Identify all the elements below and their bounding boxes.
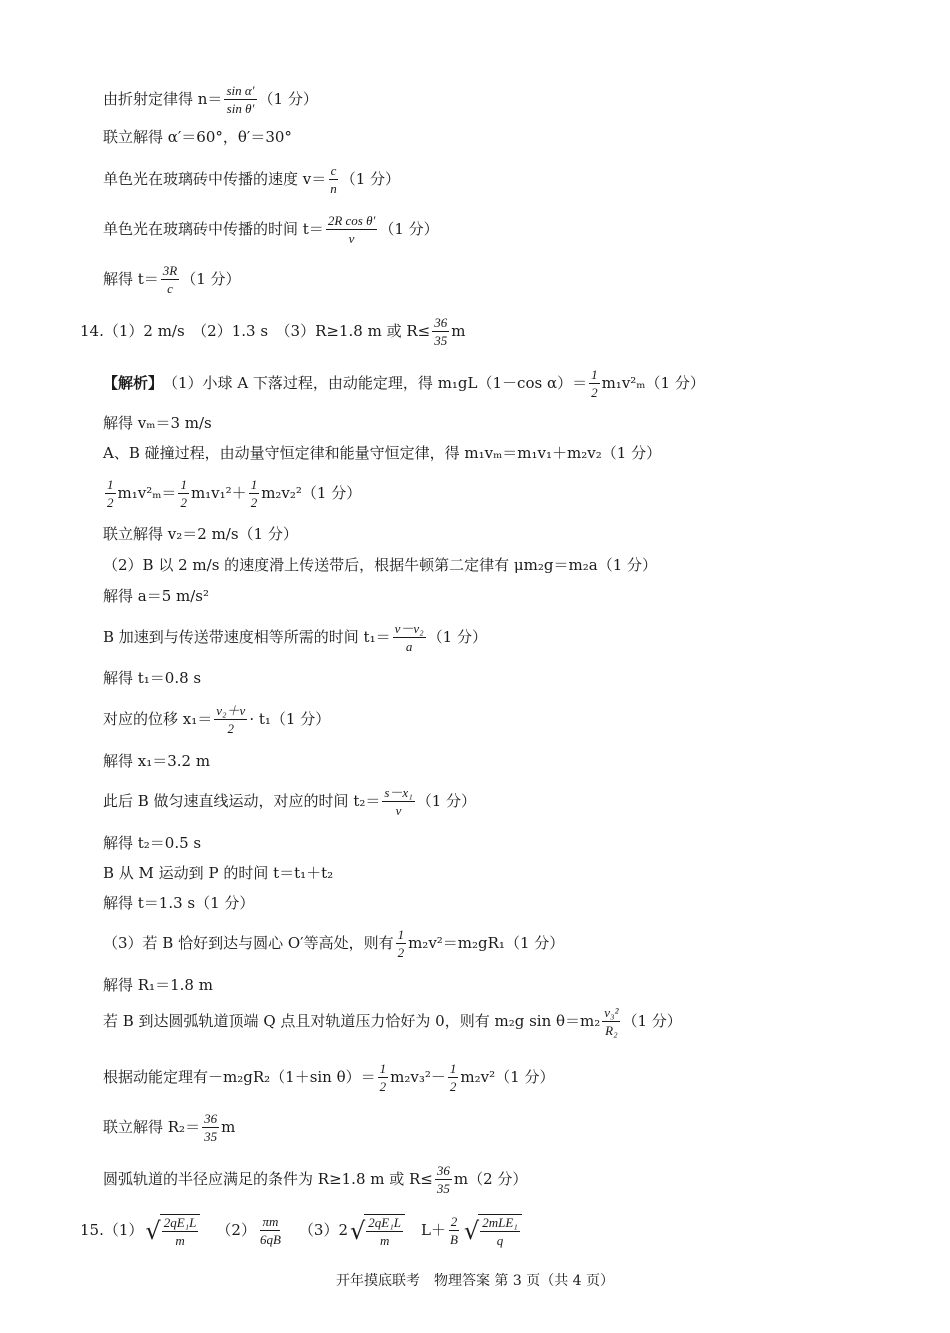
line-text: （1 分） — [258, 90, 318, 108]
line-text: 联立解得 α′＝60°，θ′＝30° — [103, 128, 292, 146]
line-text: 由折射定律得 n＝ — [103, 90, 223, 108]
line-text: （3）2 — [298, 1221, 348, 1239]
denominator: a — [405, 639, 413, 654]
text-line — [103, 130, 292, 145]
numerator: 1 — [107, 477, 114, 492]
radical-sign-icon: √ — [145, 1216, 161, 1245]
line-text: （1 分） — [181, 270, 241, 288]
numerator: 2qE₁L — [368, 1215, 401, 1230]
fraction — [602, 1006, 620, 1037]
line-text: · t₁（1 分） — [249, 710, 331, 728]
fraction — [435, 1164, 452, 1195]
denominator: m — [175, 1233, 185, 1248]
radicand — [160, 1214, 201, 1247]
line-text: m — [451, 322, 466, 340]
line-text: （2） — [216, 1221, 256, 1239]
line-text: 根据动能定理有－m₂gR₂（1＋sin θ）＝ — [103, 1068, 376, 1086]
fraction — [382, 786, 414, 817]
line-text: 14.（1）2 m/s （2）1.3 s （3）R≥1.8 m 或 R≤ — [80, 322, 431, 340]
fraction — [480, 1216, 520, 1247]
formula-line-energy — [103, 478, 361, 509]
line-text: m₂v²＝m₂gR₁（1 分） — [408, 934, 565, 952]
line-text: （3）若 B 恰好到达与圆心 O′等高处，则有 — [103, 934, 394, 952]
radical-sign-icon: √ — [350, 1216, 366, 1245]
denominator: 2 — [591, 385, 598, 400]
line-text: 对应的位移 x₁＝ — [103, 710, 213, 728]
denominator: 2 — [449, 1079, 457, 1094]
formula-line-speed — [103, 164, 400, 195]
line-text: m₁v²ₘ（1 分） — [601, 374, 705, 392]
square-root — [350, 1214, 405, 1247]
line-text: B 加速到与传送带速度相等所需的时间 t₁＝ — [103, 628, 391, 646]
line-text: 圆弧轨道的半径应满足的条件为 R≥1.8 m 或 R≤ — [103, 1170, 433, 1188]
numerator: 2mLE₁ — [482, 1215, 518, 1230]
line-text: （2）B 以 2 m/s 的速度滑上传送带后，根据牛顿第二定律有 μm₂g＝m₂a（1 分） — [103, 556, 658, 574]
line-text: m — [221, 1118, 236, 1136]
line-text: 解得 x₁＝3.2 m — [103, 752, 211, 770]
formula-line-t2 — [103, 786, 476, 817]
line-text: 单色光在玻璃砖中传播的速度 v＝ — [103, 170, 327, 188]
line-text: 解得 vₘ＝3 m/s — [103, 414, 212, 432]
denominator: v — [348, 231, 355, 246]
line-text: m₁v²ₘ＝ — [117, 484, 177, 502]
analysis-line-1 — [103, 368, 705, 399]
numerator: 2 — [450, 1214, 458, 1229]
radicand — [478, 1214, 522, 1247]
denominator: 2 — [227, 721, 235, 736]
fraction — [178, 478, 189, 509]
formula-line-x1 — [103, 704, 330, 735]
line-text: 解得 t＝ — [103, 270, 159, 288]
text-line — [103, 978, 213, 993]
square-root — [464, 1214, 522, 1247]
numerator: 36 — [434, 315, 448, 330]
numerator: 2R cos θ′ — [327, 213, 376, 228]
text-line — [103, 754, 210, 769]
numerator: πm — [262, 1214, 279, 1229]
text-line — [103, 527, 298, 542]
text-line — [103, 866, 333, 881]
line-text: 解得 t＝1.3 s（1 分） — [103, 894, 255, 912]
denominator: 35 — [434, 333, 448, 348]
denominator: 2 — [379, 1079, 387, 1094]
denominator: c — [167, 281, 173, 296]
numerator: 1 — [180, 477, 187, 492]
line-text: 解得 t₁＝0.8 s — [103, 669, 202, 687]
fraction — [378, 1062, 389, 1093]
line-text: 解得 t₂＝0.5 s — [103, 834, 202, 852]
fraction — [432, 316, 449, 347]
fraction — [589, 368, 600, 399]
text-line — [103, 558, 657, 573]
numerator: s－x₁ — [384, 785, 413, 800]
numerator: v₂＋v — [216, 703, 246, 718]
line-text: m₁v₁²＋ — [190, 484, 247, 502]
fraction — [214, 704, 247, 735]
numerator: 1 — [379, 1061, 387, 1076]
line-text: 单色光在玻璃砖中传播的时间 t＝ — [103, 220, 324, 238]
fraction — [249, 478, 260, 509]
fraction — [448, 1215, 460, 1246]
formula-line-t1 — [103, 622, 487, 653]
numerator: 2qE₁L — [163, 1215, 197, 1230]
formula-line-refraction — [103, 84, 318, 115]
line-text: （1 分） — [622, 1012, 682, 1030]
numerator: c — [330, 163, 337, 178]
line-text: （1 分） — [340, 170, 401, 188]
square-root — [145, 1214, 200, 1247]
denominator: 6qB — [259, 1232, 281, 1247]
denominator: n — [330, 181, 337, 196]
denominator: R₂ — [605, 1023, 618, 1038]
line-text: 解得 a＝5 m/s² — [103, 587, 210, 605]
line-text: 若 B 到达圆弧轨道顶端 Q 点且对轨道压力恰好为 0，则有 m₂g sin θ＝m₂ — [103, 1012, 601, 1030]
fraction — [162, 1216, 199, 1247]
formula-line-result — [103, 264, 241, 295]
text-line — [103, 896, 254, 911]
line-text: B 从 M 运动到 P 的时间 t＝t₁＋t₂ — [103, 864, 334, 882]
numerator: 1 — [397, 927, 405, 942]
text-line — [103, 446, 661, 461]
line-text: 此后 B 做匀速直线运动，对应的时间 t₂＝ — [103, 792, 381, 810]
text-line — [103, 416, 212, 431]
line-text: 联立解得 v₂＝2 m/s（1 分） — [103, 525, 298, 543]
denominator: 35 — [204, 1129, 218, 1144]
numerator: 36 — [436, 1163, 450, 1178]
denominator: 2 — [250, 495, 258, 510]
numerator: v－v₂ — [394, 621, 424, 636]
formula-line-energy-theorem — [103, 1062, 554, 1093]
fraction — [396, 928, 407, 959]
denominator: 2 — [180, 495, 187, 510]
fraction — [105, 478, 116, 509]
denominator: m — [379, 1233, 390, 1248]
fraction — [366, 1216, 403, 1247]
formula-line-r1 — [103, 928, 564, 959]
numerator: v₃² — [604, 1005, 619, 1020]
denominator: B — [449, 1232, 458, 1247]
numerator: sin α′ — [226, 83, 255, 98]
line-text: m₂v₂²（1 分） — [261, 484, 362, 502]
line-text: A、B 碰撞过程，由动量守恒定律和能量守恒定律，得 m₁vₘ＝m₁v₁＋m₂v₂（1 分） — [103, 444, 662, 462]
fraction — [202, 1112, 219, 1143]
formula-line-time — [103, 214, 439, 245]
question-15-answer — [80, 1214, 524, 1247]
radicand — [364, 1214, 405, 1247]
line-text: （1 分） — [379, 220, 439, 238]
fraction — [258, 1215, 283, 1246]
formula-line-top-q — [103, 1006, 682, 1037]
line-text: （1）小球 A 下落过程，由动能定理，得 m₁gL（1－cos α）＝ — [163, 374, 588, 392]
fraction — [161, 264, 179, 295]
formula-line-r2 — [103, 1112, 235, 1143]
fraction — [448, 1062, 459, 1093]
page-footer: 开年摸底联考 物理答案 第 3 页（共 4 页） — [335, 1273, 615, 1289]
line-text: 解得 R₁＝1.8 m — [103, 976, 213, 994]
text-line — [103, 836, 201, 851]
formula-line-condition — [103, 1164, 527, 1195]
fraction — [328, 164, 339, 195]
line-text: m₂v²（1 分） — [460, 1068, 555, 1086]
numerator: 3R — [162, 263, 178, 278]
line-text: 联立解得 R₂＝ — [103, 1118, 201, 1136]
text-line — [103, 671, 201, 686]
radical-sign-icon: √ — [463, 1216, 480, 1245]
line-text: （1 分） — [416, 792, 477, 810]
fraction — [393, 622, 426, 653]
line-text: （1 分） — [427, 628, 487, 646]
fraction — [224, 84, 256, 115]
denominator: 2 — [107, 495, 114, 510]
denominator: v — [395, 803, 402, 818]
line-text: L＋ — [421, 1221, 446, 1239]
text-line — [103, 589, 209, 604]
fraction — [326, 214, 378, 245]
numerator: 1 — [591, 367, 598, 382]
numerator: 1 — [250, 477, 258, 492]
denominator: sin θ′ — [226, 101, 255, 116]
line-text: 15.（1） — [80, 1221, 144, 1239]
numerator: 36 — [204, 1111, 218, 1126]
analysis-tag: 【解析】 — [103, 374, 164, 392]
denominator: 35 — [436, 1181, 450, 1196]
line-text: m（2 分） — [453, 1170, 528, 1188]
denominator: 2 — [397, 945, 405, 960]
denominator: q — [496, 1233, 504, 1248]
line-text: m₂v₃²－ — [390, 1068, 446, 1086]
numerator: 1 — [449, 1061, 457, 1076]
question-14-answer — [80, 316, 465, 347]
